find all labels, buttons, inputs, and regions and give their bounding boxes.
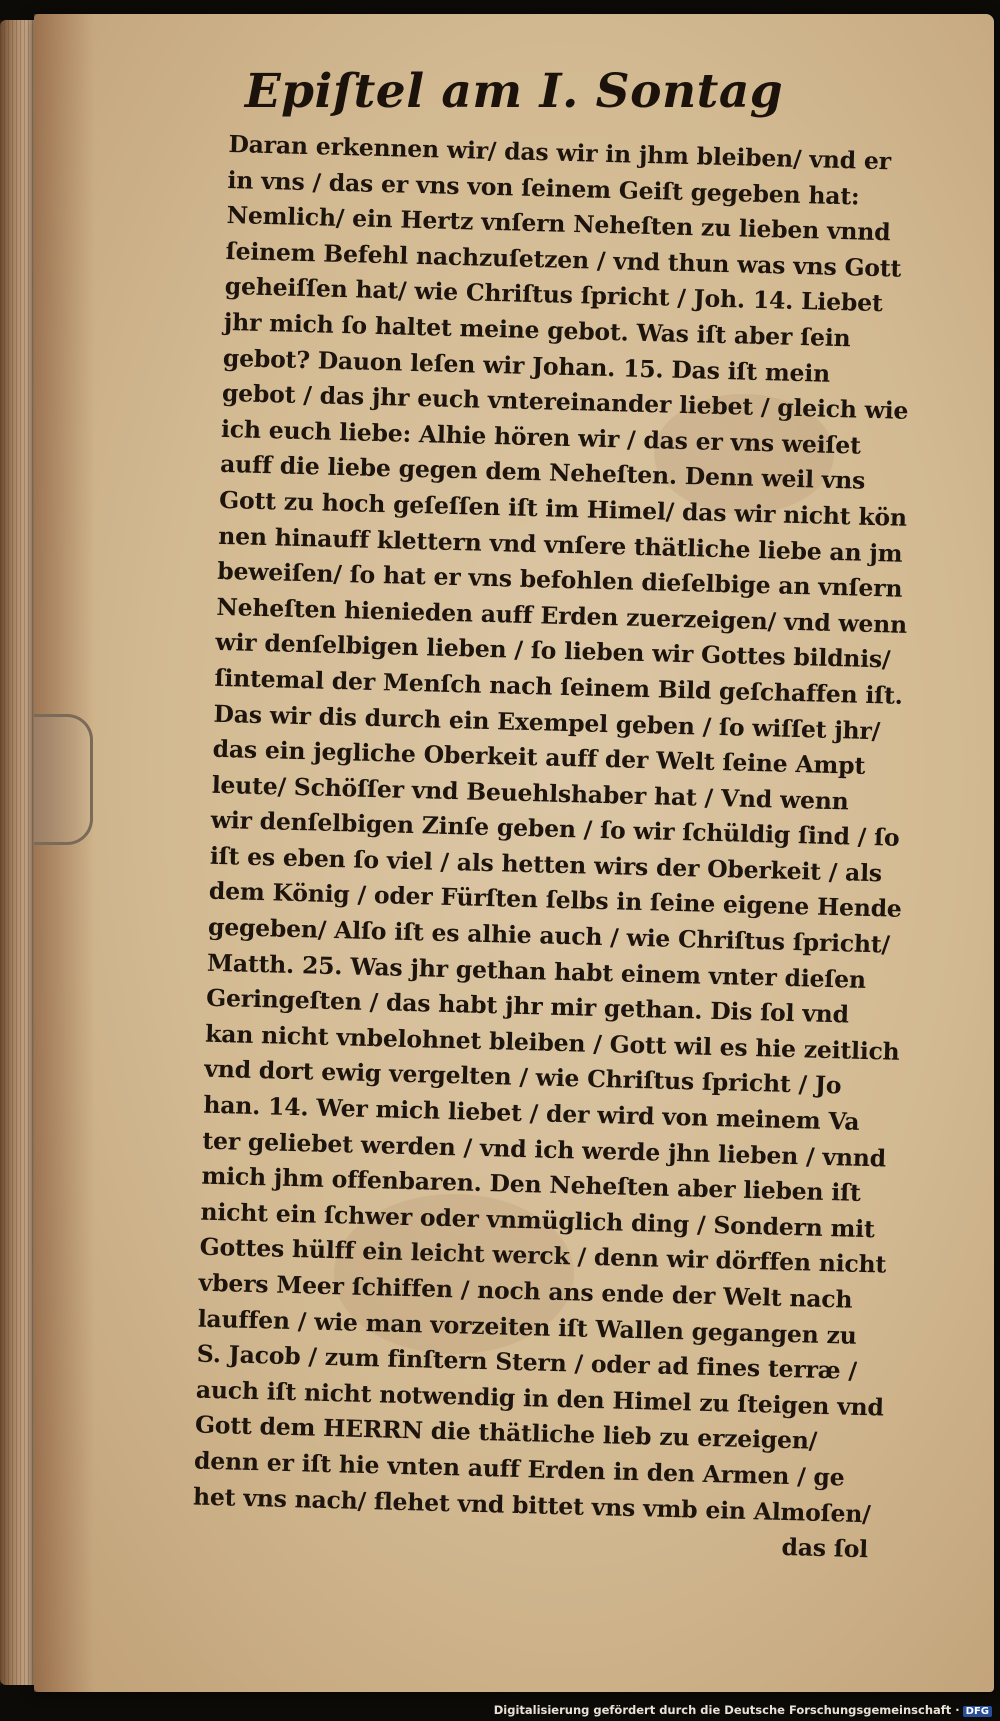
text-line: het vns nach/ flehet vnd bittet vns vmb ein Almoſen/ — [192, 1482, 871, 1528]
text-line: Gott zu hoch geſeſſen iſt im Himel/ das wir nicht kön — [218, 485, 908, 532]
text-line: han. 14. Wer mich liebet / der wird von meinem Va — [203, 1090, 860, 1136]
dfg-logo: DFG — [963, 1706, 992, 1717]
text-line: kan nicht vnbelohnet bleiben / Gott wil es hie zeitlich — [204, 1019, 900, 1066]
text-line: ſeinem Befehl nachzuſetzen / vnd thun was vns Gott — [225, 236, 902, 283]
text-line: gebot / das jhr euch vntereinander liebet / gleich wie — [221, 379, 909, 426]
text-line: S. Jacob / zum finſtern Stern / oder ad fines terræ / — [196, 1339, 858, 1386]
text-line: vnd dort ewig vergelten / wie Chriſtus ſpricht / Jo — [203, 1055, 842, 1100]
text-line: leute/ Schöſſer vnd Beuehlshaber hat / Vnd wenn — [211, 770, 849, 816]
book-page — [34, 14, 994, 1692]
text-line: nicht ein ſchwer oder vnmüglich ding / Sondern mit — [200, 1197, 875, 1244]
text-line: wir denſelbigen lieben / ſo lieben wir Gottes bildnis/ — [215, 628, 891, 674]
body-text — [192, 127, 909, 1568]
text-line: dem König / oder Fürſten ſelbs in ſeine eigene Hende — [208, 877, 903, 924]
text-line: Gottes hülff ein leicht werck / denn wir dörffen nicht — [199, 1233, 887, 1279]
text-line: ich euch liebe: Alhie hören wir / das er vns weiſet — [220, 414, 862, 460]
text-line: Geringeſten / das habt jhr mir gethan. Dis ſol vnd — [205, 983, 850, 1029]
text-line: auff die liebe gegen dem Neheſten. Denn weil vns — [219, 450, 866, 496]
text-line: Gott dem HERRN die thätliche lieb zu erzeigen/ — [194, 1410, 818, 1456]
text-line: Matth. 25. Was jhr gethan habt einem vnter dieſen — [206, 948, 867, 994]
text-line: ter geliebet werden / vnd ich werde jhn lieben / vnnd — [202, 1126, 887, 1173]
text-line: in vns / das er vns von ſeinem Geiſt gegeben hat: — [227, 165, 860, 211]
text-line: Das wir dis durch ein Exempel geben / ſo wiſſet jhr/ — [213, 699, 881, 745]
catchword: das ſol — [781, 1533, 869, 1564]
page-gutter-shadow — [34, 14, 94, 1692]
text-line: auch iſt nicht notwendig in den Himel zu ſteigen vnd — [195, 1375, 885, 1422]
text-line: jhr mich ſo haltet meine gebot. Was iſt aber ſein — [223, 307, 851, 353]
text-line: das ein jegliche Oberkeit auff der Welt ſeine Ampt — [212, 734, 866, 780]
text-line: wir denſelbigen Zinſe geben / ſo wir ſchüldig ſind / ſo — [210, 806, 900, 853]
text-line: gegeben/ Alſo iſt es alhie auch / wie Chriſtus ſpricht/ — [207, 912, 891, 959]
text-line: denn er iſt hie vnten auff Erden in den Armen / ge — [193, 1446, 845, 1492]
text-line: geheiſſen hat/ wie Chriſtus ſpricht / Joh. 14. Liebet — [224, 272, 883, 318]
text-line: lauffen / wie man vorzeiten iſt Wallen gegangen zu — [197, 1304, 857, 1350]
digitization-credit — [494, 1703, 992, 1717]
text-line: beweiſen/ ſo hat er vns befohlen dieſelbige an vnſern — [217, 556, 903, 603]
running-header: Epiſtel am I. Sontag — [244, 64, 784, 119]
credit-text: Digitalisierung gefördert durch die Deutsche Forschungsgemeinschaft · — [493, 1703, 960, 1717]
text-line: Daran erkennen wir/ das wir in jhm bleiben/ vnd er — [228, 129, 892, 176]
text-line: nen hinauff klettern vnd vnſere thätliche liebe an jm — [217, 521, 903, 568]
text-line: vbers Meer ſchiffen / noch ans ende der Welt nach — [198, 1268, 853, 1314]
clasp-strap-icon — [34, 714, 93, 845]
text-line: gebot? Dauon leſen wir Johan. 15. Das iſt mein — [222, 343, 831, 388]
text-line: Nemlich/ ein Hertz vnſern Neheſten zu lieben vnnd — [226, 201, 891, 247]
text-line: ſintemal der Menſch nach ſeinem Bild geſchaffen iſt. — [214, 663, 904, 710]
text-line: mich jhm offenbaren. Den Neheſten aber lieben iſt — [201, 1161, 862, 1208]
text-line: iſt es eben ſo viel / als hetten wirs der Oberkeit / als — [209, 841, 883, 888]
text-line: Neheſten hienieden auff Erden zuerzeigen/ vnd wenn — [216, 592, 908, 639]
